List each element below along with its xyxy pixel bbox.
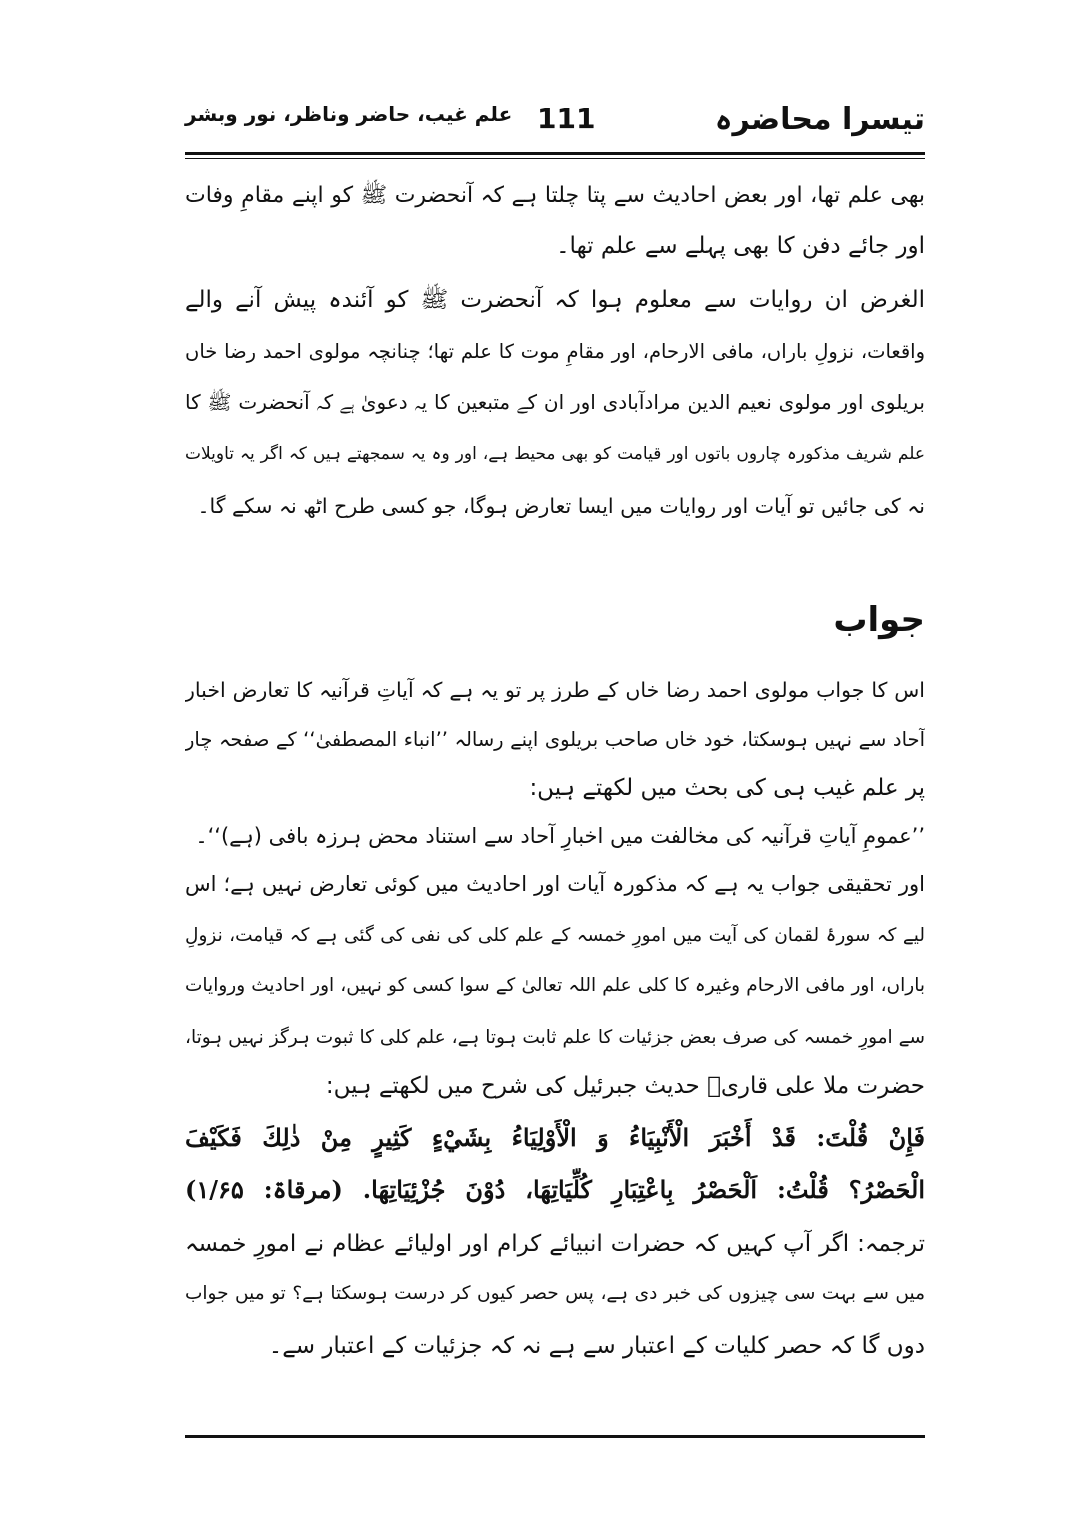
arabic-line-1: فَإِنْ قُلْتَ: قَدْ أَخْبَرَ الْأَنْبِيَاءُ وَ الْأَوْلِيَاءُ بِشَيْءٍ كَثِيرٍ مِنْ ذٰلِكَ فَكَيْفَ [185, 1123, 925, 1152]
para1-line-3: الغرض ان روایات سے معلوم ہوا کہ آنحضرت ﷺ کو آئندہ پیش آنے والے [185, 287, 925, 313]
footer-rule [185, 1435, 925, 1438]
para1-line-4: واقعات، نزولِ باراں، مافی الارحام، اور مقامِ موت کا علم تھا؛ چنانچہ مولوی احمد رضا خاں [185, 340, 925, 363]
quote-line: ’’عمومِ آیاتِ قرآنیہ کی مخالفت میں اخبارِ آحاد سے استناد محض ہرزہ بافی (ہے)‘‘۔ [195, 824, 925, 848]
arabic-line-2: الْحَصْرُ؟ قُلْتُ: اَلْحَصْرُ بِاعْتِبَارِ كُلِّيَاتِهَا، دُوْنَ جُزْئِيَاتِهَا. (مرقاۃ: ۱/۶۵) [185, 1175, 925, 1204]
para2-line-2: آحاد سے نہیں ہوسکتا، خود خاں صاحب بریلوی اپنے رسالہ ’’انباء المصطفیٰ‘‘ کے صفحہ چار [185, 728, 925, 751]
para1-line-1: بھی علم تھا، اور بعض احادیث سے پتا چلتا ہے کہ آنحضرت ﷺ کو اپنے مقامِ وفات [185, 183, 925, 208]
para1-line-5: بریلوی اور مولوی نعیم الدین مرادآبادی اور ان کے متبعین کا یہ دعویٰ ہے کہ آنحضرت ﷺ کا [185, 390, 925, 414]
para1-line-6: علم شریف مذکورہ چاروں باتوں اور قیامت کو بھی محیط ہے، اور وہ یہ سمجھتے ہیں کہ اگر یہ تاویلات [185, 444, 925, 464]
para2-line-1: اس کا جواب مولوی احمد رضا خاں کے طرز پر تو یہ ہے کہ آیاتِ قرآنیہ کا تعارض اخبار [185, 678, 925, 702]
para2-line-3: پر علم غیب ہی کی بحث میں لکھتے ہیں: [529, 775, 925, 801]
para1-line-7: نہ کی جائیں تو آیات اور روایات میں ایسا تعارض ہوگا، جو کسی طرح اٹھ نہ سکے گا۔ [197, 494, 925, 518]
para2-line-6: لیے کہ سورۂ لقمان کی آیت میں امورِ خمسہ کے علم کلی کی نفی کی گئی ہے کہ قیامت، نزولِ [185, 925, 925, 946]
translation-line-1: ترجمہ: اگر آپ کہیں کہ حضرات انبیائے کرام اور اولیائے عظام نے امورِ خمسہ [185, 1231, 925, 1257]
para2-line-8: سے امورِ خمسہ کی صرف بعض جزئیات کا علم ثابت ہوتا ہے، علم کلی کا ثبوت ہرگز نہیں ہوتا، [185, 1027, 925, 1048]
section-heading: جواب [833, 600, 925, 640]
translation-line-3: دوں گا کہ حصر کلیات کے اعتبار سے ہے نہ کہ جزئیات کے اعتبار سے۔ [268, 1333, 925, 1359]
header-rule [185, 152, 925, 155]
translation-line-2: میں سے بہت سی چیزوں کی خبر دی ہے، پس حصر کیوں کر درست ہوسکتا ہے؟ تو میں جواب [185, 1283, 925, 1304]
para2-line-7: باراں، اور مافی الارحام وغیرہ کا کلی علم اللہ تعالیٰ کے سوا کسی کو نہیں، اور احادیث وروایات [185, 975, 925, 996]
page-header [185, 94, 925, 154]
para1-line-2: اور جائے دفن کا بھی پہلے سے علم تھا۔ [556, 233, 925, 259]
page-number: 111 [537, 102, 596, 135]
para2-line-9: حضرت ملا علی قاریؒ حدیث جبرئیل کی شرح میں لکھتے ہیں: [325, 1073, 925, 1099]
para2-line-5: اور تحقیقی جواب یہ ہے کہ مذکورہ آیات اور احادیث میں کوئی تعارض نہیں ہے؛ اس [185, 872, 925, 896]
header-rule-thin [185, 158, 925, 159]
chapter-title: تیسرا محاضرہ [714, 102, 925, 137]
section-title: علم غیب، حاضر وناظر، نور وبشر [185, 102, 513, 126]
